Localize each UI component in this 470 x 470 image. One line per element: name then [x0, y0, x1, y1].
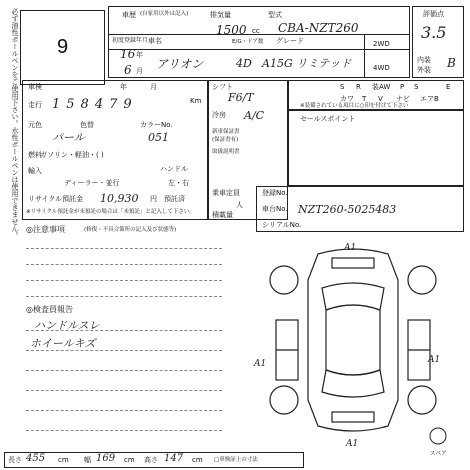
new-warranty-note: (保証書有) — [212, 137, 239, 143]
dealer-label: ディーラー・並行 — [64, 179, 120, 187]
drive-4wd: 4WD — [373, 64, 390, 72]
recycle-unit: 円 — [150, 195, 157, 203]
equip-t: T — [362, 95, 367, 103]
front-grille — [332, 258, 374, 268]
grade-text-value: A15G リミテッド — [262, 57, 352, 70]
interior-label: 内装 — [417, 56, 431, 64]
displacement-value: 1500 — [216, 23, 247, 37]
first-reg-label: 初度登録年月 — [112, 37, 149, 44]
inspector-title: ◎検査員報告 — [26, 305, 73, 314]
equip-navi: ナビ — [396, 95, 410, 103]
length-value: 455 — [26, 453, 46, 464]
note-line — [26, 264, 222, 265]
tire-front-left — [270, 266, 298, 294]
inspector-line1: ハンドルスレ — [34, 319, 100, 332]
tire-rear-right — [408, 386, 436, 414]
car-roof — [326, 305, 380, 375]
windshield — [322, 283, 384, 310]
note-line — [26, 248, 222, 249]
first-reg-month: 6 — [124, 63, 132, 77]
lot-number-box — [20, 10, 105, 85]
note-line — [26, 410, 222, 411]
length-label: 長さ — [8, 456, 22, 464]
capacity-unit: 人 — [236, 201, 243, 209]
inspector-line2: ホイールキズ — [30, 337, 96, 350]
note-line — [26, 280, 222, 281]
height-label: 高さ — [144, 456, 158, 464]
displacement-label: 排気量 — [210, 11, 231, 19]
shaken-label: 車検 — [28, 83, 42, 91]
drive-box — [364, 34, 410, 78]
equip-s: S — [340, 83, 345, 91]
month-unit: 月 — [136, 67, 143, 75]
equip-airbag: エアB — [420, 95, 439, 103]
chassis-label: 車台No. — [262, 205, 288, 213]
equip-v: V — [378, 95, 383, 103]
interior-value: B — [447, 56, 456, 70]
exterior-label: 外装 — [417, 66, 431, 74]
chassis-value: NZT260-5025483 — [298, 203, 397, 216]
manual-label: 取扱説明書 — [212, 149, 240, 155]
length-unit: cm — [58, 456, 69, 464]
import-label: 輸入 — [28, 167, 42, 175]
new-warranty-label: 新車保証書 — [212, 129, 240, 135]
width-value: 169 — [96, 453, 116, 464]
car-name-value: アリオン — [156, 57, 204, 71]
note-line — [26, 330, 222, 331]
seats-label: E/G・ドア数 — [232, 39, 264, 45]
equip-s2: S — [414, 83, 419, 91]
sales-point-label: セールスポイント — [300, 115, 356, 123]
tire-front-right — [408, 266, 436, 294]
vehicle-label: 車歴 — [122, 11, 136, 19]
car-name-label: 車名 — [148, 37, 162, 45]
model-value: CBA-NZT260 — [278, 21, 359, 35]
drive-2wd: 2WD — [373, 40, 390, 48]
color-value: パール — [52, 131, 85, 144]
color-label: 色替 — [80, 121, 94, 129]
damage-mark: A1 — [428, 355, 441, 365]
equipment-note: ※装備されている項目に○印を付けて下さい — [300, 103, 409, 109]
km-unit: Km — [190, 97, 202, 105]
shaken-year-unit: 年 — [120, 83, 127, 91]
lr-label: 左・右 — [168, 179, 189, 187]
fuel-label: 燃料 — [28, 151, 42, 159]
serial-label: シリアルNo. — [262, 221, 302, 229]
ac-label: 冷房 — [212, 111, 226, 119]
damage-mark: A1 — [254, 359, 267, 369]
year-unit: 年 — [136, 51, 143, 59]
rear-window — [322, 370, 384, 397]
color-no-label: カラーNo. — [140, 121, 173, 129]
seats-value: 4D — [236, 57, 252, 70]
grade-box — [412, 6, 464, 78]
vehicle-note: (自家用以外は記入) — [140, 11, 189, 17]
load-label: 積載量 — [212, 211, 233, 219]
recycle-status: 預託済 — [164, 195, 185, 203]
damage-mark: A1 — [346, 439, 359, 449]
ac-value: A/C — [244, 109, 265, 122]
car-diagram — [248, 240, 458, 450]
capacity-label: 乗車定員 — [212, 189, 240, 197]
equip-kawa: カワ — [340, 95, 354, 103]
rear-bumper — [332, 412, 374, 422]
recycle-value: 10,930 — [100, 192, 139, 205]
side-note: 必ず油性ボールペンをご使用下さい。水性ボールペンは使用できません。 — [11, 8, 19, 239]
shaken-month-unit: 月 — [150, 83, 157, 91]
model-label: 型式 — [268, 11, 282, 19]
height-value: 147 — [164, 453, 184, 464]
handle-label: ハンドル — [160, 165, 188, 173]
note-line — [26, 296, 222, 297]
note-line — [26, 390, 222, 391]
car-body — [308, 249, 398, 431]
damage-mark: A1 — [344, 243, 357, 253]
fuel-value: ガソリン・軽油・( ) — [40, 151, 104, 159]
lot-number: 9 — [57, 36, 69, 58]
color-orig-label: 元色 — [28, 121, 42, 129]
equip-p: P — [400, 83, 405, 91]
equip-aw: 装AW — [372, 83, 391, 91]
shift-label: シフト — [212, 83, 233, 91]
note-line — [26, 430, 222, 431]
cc-unit: cc — [252, 27, 260, 35]
grade-value: 3.5 — [421, 23, 447, 42]
notes-title: ◎注意事項 — [26, 225, 65, 234]
notes-title-note: (修復・不具合箇所の記入及び状態等) — [84, 227, 177, 233]
note-line — [26, 350, 222, 351]
recycle-label: リサイクル預託金 — [28, 195, 84, 203]
mileage-label: 走行 — [28, 101, 42, 109]
tire-rear-left — [270, 386, 298, 414]
width-unit: cm — [124, 456, 135, 464]
color-no-value: 051 — [148, 131, 169, 144]
note-line — [26, 370, 222, 371]
grade-label: 評価点 — [423, 10, 444, 18]
footer-note: □車検証上の寸法 — [214, 457, 258, 463]
grade-text-label: グレード — [276, 37, 304, 45]
recycle-note: ※リサイクル預託金が未預託の場合は「未預託」と記入して下さい。 — [26, 209, 195, 215]
first-reg-year: 16 — [120, 47, 136, 61]
equip-r: R — [356, 83, 361, 91]
reg-no-label: 登録No. — [262, 189, 288, 197]
shift-value: F6/T — [228, 91, 254, 104]
width-label: 幅 — [84, 456, 91, 464]
equip-e: E — [446, 83, 451, 91]
mileage-value: 158479 — [52, 97, 138, 112]
spare-label: スペア — [430, 451, 447, 457]
spare-icon — [430, 428, 446, 444]
height-unit: cm — [192, 456, 203, 464]
